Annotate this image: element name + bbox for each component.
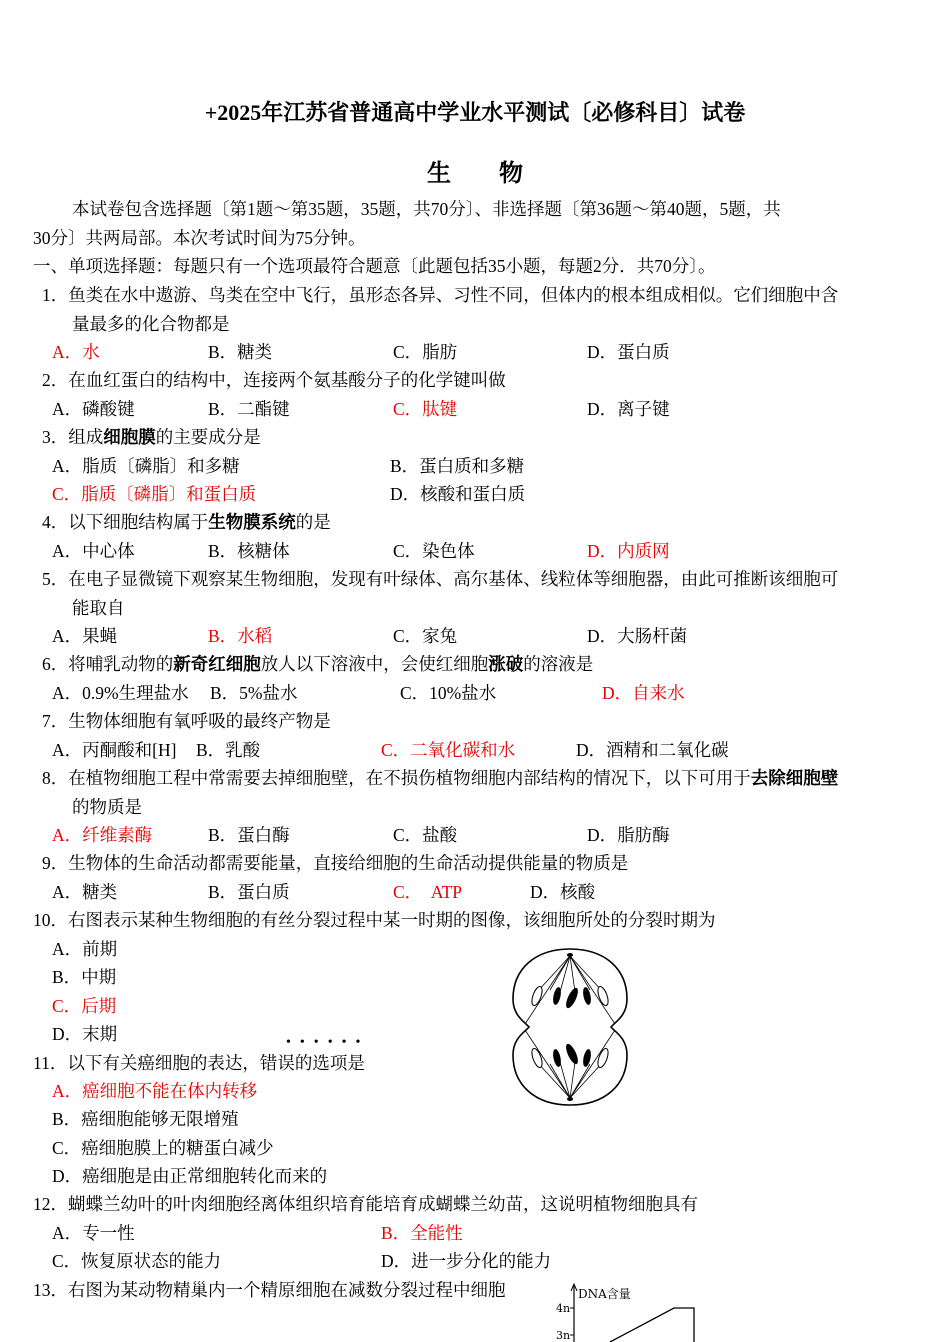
q4-option-d: D．内质网 xyxy=(587,541,670,561)
q5-option-a: A．果蝇 xyxy=(52,626,118,646)
q7-option-d: D．酒精和二氧化碳 xyxy=(576,740,729,760)
q2-option-b: B．二酯键 xyxy=(208,399,290,419)
q8-option-b: B．蛋白酶 xyxy=(208,825,290,845)
q4-option-b: B．核糖体 xyxy=(208,541,290,561)
q3-option-c: C．脂质〔磷脂〕和蛋白质 xyxy=(52,484,257,504)
intro-line-2: 30分〕共两局部。本次考试时间为75分钟。 xyxy=(33,228,366,248)
q6-option-d: D．自来水 xyxy=(602,683,685,703)
q1-option-b: B．糖类 xyxy=(208,342,273,362)
q12-option-a: A．专一性 xyxy=(52,1223,135,1243)
q3-option-b: B．蛋白质和多糖 xyxy=(390,456,525,476)
mitosis-figure xyxy=(505,944,635,1110)
q2-option-c: C．肽键 xyxy=(393,399,458,419)
q12-option-d: D．进一步分化的能力 xyxy=(381,1251,552,1271)
q11-option-b: B．癌细胞能够无限增殖 xyxy=(52,1109,239,1129)
q11-stem: 11．以下有关癌细胞的表达，错误的选项是 xyxy=(33,1053,365,1073)
q3-stem: 3．组成细胞膜的主要成分是 xyxy=(42,427,261,447)
q4-stem: 4．以下细胞结构属于生物膜系统的是 xyxy=(42,512,331,532)
q6-stem: 6．将哺乳动物的新奇红细胞放人以下溶液中，会使红细胞涨破的溶液是 xyxy=(42,654,594,674)
q8-option-a: A．纤维素酶 xyxy=(52,825,153,845)
q6-option-a: A．0.9%生理盐水 xyxy=(52,683,189,703)
q2-stem: 2．在血红蛋白的结构中，连接两个氨基酸分子的化学键叫做 xyxy=(42,370,506,390)
q7-option-a: A．丙酮酸和[H] xyxy=(52,740,177,760)
q11-option-d: D．癌细胞是由正常细胞转化而来的 xyxy=(52,1166,328,1186)
q1-stem-line2: 量最多的化合物都是 xyxy=(72,314,230,334)
dna-content-graph xyxy=(550,1282,710,1342)
q5-option-d: D．大肠杆菌 xyxy=(587,626,688,646)
q5-stem-line2: 能取自 xyxy=(72,598,125,618)
q10-option-a: A．前期 xyxy=(52,939,118,959)
q9-option-d: D．核酸 xyxy=(530,882,596,902)
section-heading: 一、单项选择题：每题只有一个选项最符合题意〔此题包括35小题，每题2分．共70分〕。 xyxy=(33,256,716,276)
q8-stem-line1: 8．在植物细胞工程中常需要去掉细胞壁，在不损伤植物细胞内部结构的情况下，以下可用于去除细胞壁 xyxy=(42,768,839,788)
q9-option-c: C． ATP xyxy=(393,882,463,902)
q3-option-d: D．核酸和蛋白质 xyxy=(390,484,526,504)
q10-option-d: D．末期 xyxy=(52,1024,118,1044)
q6-option-b: B．5%盐水 xyxy=(210,683,298,703)
q10-stem: 10．右图表示某种生物细胞的有丝分裂过程中某一时期的图像，该细胞所处的分裂时期为 xyxy=(33,910,716,930)
q12-option-c: C．恢复原状态的能力 xyxy=(52,1251,222,1271)
q6-option-c: C．10%盐水 xyxy=(400,683,497,703)
q10-option-b: B．中期 xyxy=(52,967,117,987)
intro-line-1: 本试卷包含选择题〔第1题～第35题，35题，共70分〕、非选择题〔第36题～第40题，5题，共 xyxy=(72,199,781,219)
q9-option-b: B．蛋白质 xyxy=(208,882,290,902)
graph-tick-3n: 3n xyxy=(556,1329,571,1342)
q12-stem: 12．蝴蝶兰幼叶的叶肉细胞经离体组织培育能培育成蝴蝶兰幼苗，这说明植物细胞具有 xyxy=(33,1194,698,1214)
q11-option-c: C．癌细胞膜上的糖蛋白减少 xyxy=(52,1138,274,1158)
q8-stem-line2: 的物质是 xyxy=(72,797,142,817)
q4-option-a: A．中心体 xyxy=(52,541,135,561)
q5-option-c: C．家兔 xyxy=(393,626,458,646)
q9-stem: 9．生物体的生命活动都需要能量，直接给细胞的生命活动提供能量的物质是 xyxy=(42,853,629,873)
q12-option-b: B．全能性 xyxy=(381,1223,463,1243)
q7-stem: 7．生物体细胞有氧呼吸的最终产物是 xyxy=(42,711,331,731)
q2-option-a: A．磷酸键 xyxy=(52,399,135,419)
q7-option-b: B．乳酸 xyxy=(196,740,261,760)
q2-option-d: D．离子键 xyxy=(587,399,670,419)
q8-option-d: D．脂肪酶 xyxy=(587,825,670,845)
q1-option-a: A．水 xyxy=(52,342,100,362)
emphasis-dots: •••••• xyxy=(286,1035,370,1050)
q1-stem-line1: 1．鱼类在水中遨游、鸟类在空中飞行，虽形态各异、习性不同，但体内的根本组成相似。它们细胞中含 xyxy=(42,285,839,305)
q13-stem: 13．右图为某动物精巢内一个精原细胞在减数分裂过程中细胞 xyxy=(33,1280,506,1300)
q3-option-a: A．脂质〔磷脂〕和多糖 xyxy=(52,456,240,476)
q1-option-c: C．脂肪 xyxy=(393,342,458,362)
subject-title: 生 物 xyxy=(427,161,523,187)
q10-option-c: C．后期 xyxy=(52,996,117,1016)
q11-option-a: A．癌细胞不能在体内转移 xyxy=(52,1081,258,1101)
q5-stem-line1: 5．在电子显微镜下观察某生物细胞，发现有叶绿体、高尔基体、线粒体等细胞器，由此可推断该细胞可 xyxy=(42,569,839,589)
graph-tick-4n: 4n xyxy=(556,1302,571,1315)
q8-option-c: C．盐酸 xyxy=(393,825,458,845)
q7-option-c: C．二氧化碳和水 xyxy=(381,740,516,760)
q9-option-a: A．糖类 xyxy=(52,882,118,902)
graph-ylabel: DNA含量 xyxy=(578,1287,631,1301)
page-title: +2025年江苏省普通高中学业水平测试〔必修科目〕试卷 xyxy=(204,100,746,125)
q5-option-b: B．水稻 xyxy=(208,626,273,646)
q4-option-c: C．染色体 xyxy=(393,541,475,561)
q1-option-d: D．蛋白质 xyxy=(587,342,670,362)
